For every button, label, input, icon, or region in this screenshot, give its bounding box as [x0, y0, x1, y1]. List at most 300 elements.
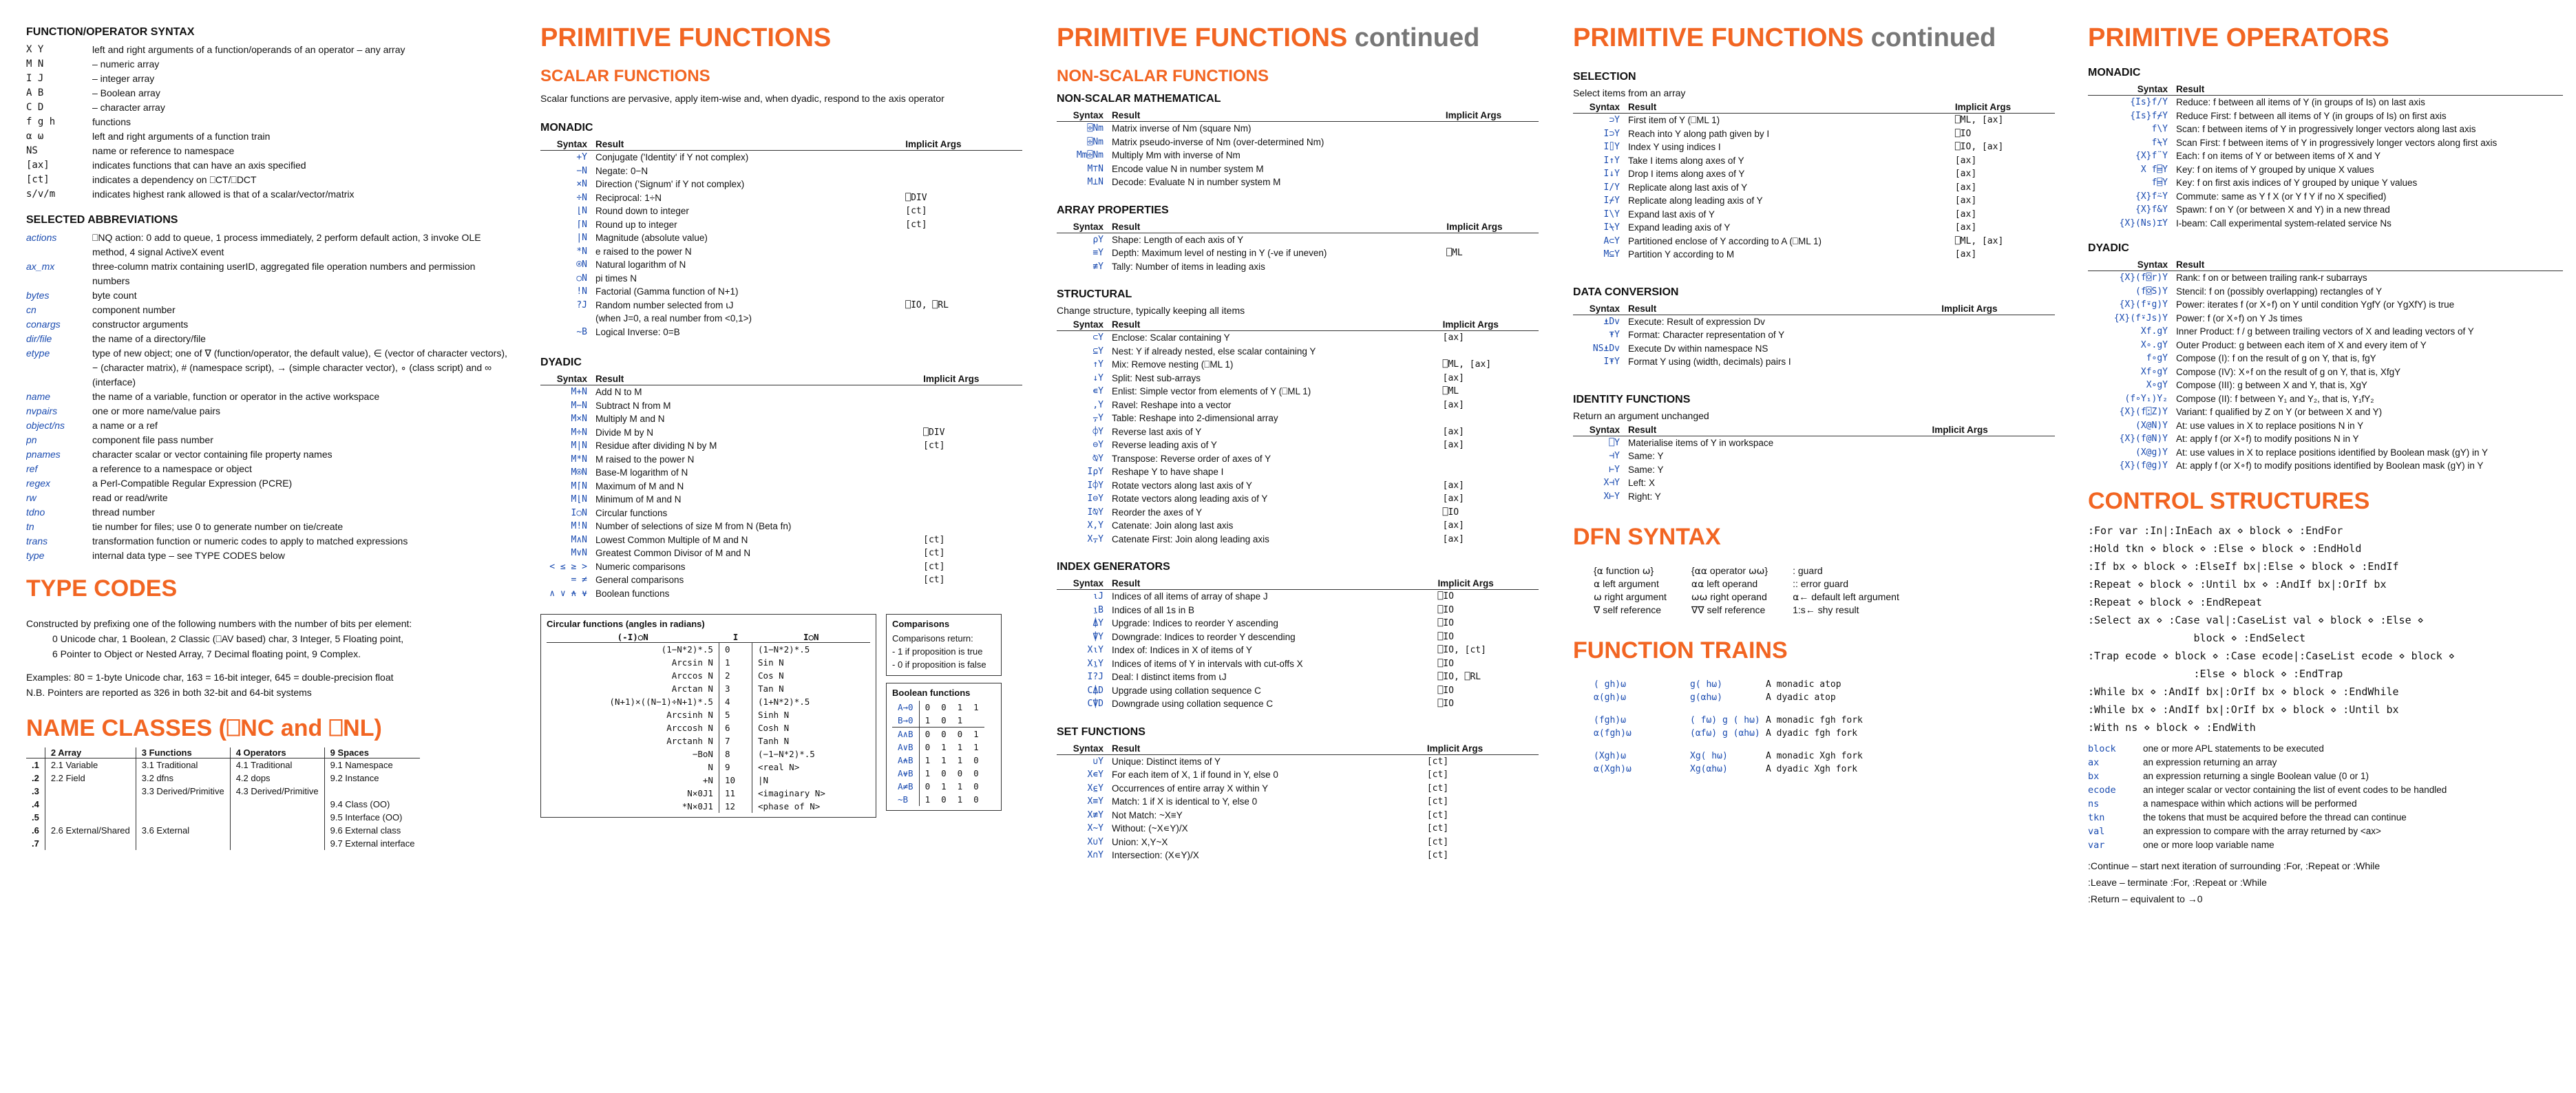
table-cell: Tan N	[758, 683, 784, 694]
implicit-args-cell: [ax]	[1442, 480, 1464, 491]
table-row	[2088, 285, 2563, 299]
table-row	[540, 573, 1022, 587]
implicit-args-cell	[1442, 260, 1539, 274]
implicit-args-cell: ⎕ML, [ax]	[1954, 115, 2004, 125]
syntax-cell: ∧ ∨ ⍲ ⍱	[549, 588, 587, 599]
table-cell: 0	[719, 643, 752, 657]
result-cell: Left: X	[1628, 478, 1656, 488]
list-item	[26, 462, 508, 476]
syntax-cell: ⊆Y	[1092, 346, 1104, 357]
item-key: s/v/m	[26, 189, 56, 200]
syntax-cell: X⊣Y	[1603, 478, 1620, 488]
dfn-line: ∇∇ self reference	[1691, 604, 1766, 615]
table-cell: 9.1 Namespace	[324, 758, 420, 772]
result-cell: Execute: Result of expression Dv	[1628, 316, 1765, 327]
legend-key: ns	[2088, 798, 2100, 809]
result-cell: First item of Y (⎕ML 1)	[1628, 115, 1720, 125]
result-cell: Indices of items of Y in intervals with cut-offs X	[1112, 658, 1303, 669]
table-cell: 0	[925, 742, 931, 752]
syntax-cell: ∊Y	[1092, 386, 1104, 396]
result-cell: Circular functions	[595, 507, 668, 518]
dyadic-heading: DYADIC	[540, 357, 582, 368]
list-item	[26, 418, 508, 433]
list-item	[26, 404, 508, 418]
selection-heading: SELECTION	[1573, 71, 1636, 83]
table-row	[26, 811, 420, 824]
item-value: name or reference to namespace	[92, 145, 235, 156]
table-cell: 1	[957, 794, 963, 805]
implicit-args-cell	[901, 312, 1022, 326]
table-row	[540, 385, 1022, 399]
syntax-cell	[540, 312, 591, 326]
table-header-row	[1057, 221, 1539, 233]
list-item	[26, 100, 508, 115]
list-item	[26, 43, 508, 57]
item-value: three-column matrix containing userID, aggregated file operation numbers and permission numbers	[92, 261, 476, 286]
dfn-line: ∇ self reference	[1594, 604, 1662, 615]
train-cell: A monadic Xgh fork	[1766, 751, 1863, 761]
result-cell: Occurrences of entire array X within Y	[1112, 783, 1269, 794]
train-cell: A dyadic fgh fork	[1766, 728, 1858, 739]
implicit-args-cell: [ct]	[923, 575, 945, 585]
implicit-args-cell	[1439, 345, 1539, 359]
column-header: Result	[591, 138, 901, 151]
table-cell: 0	[941, 768, 947, 778]
syntax-cell: ⌊N	[576, 206, 587, 216]
implicit-args-cell: [ax]	[1954, 182, 1977, 193]
table-cell: 3.6 External	[136, 824, 230, 837]
legend-key: ax	[2088, 756, 2100, 768]
list-item	[26, 476, 508, 491]
table-cell: 9.5 Interface (OO)	[324, 811, 420, 824]
table-row	[1573, 436, 2055, 449]
table-row	[1573, 140, 2055, 154]
selection-table	[1573, 101, 2055, 262]
syntax-cell: ?J	[576, 299, 587, 310]
table-row	[1057, 697, 1539, 711]
syntax-cell: M⊤N	[1087, 163, 1104, 174]
result-cell: Round up to integer	[595, 219, 677, 230]
implicit-args-cell: [ax]	[1954, 169, 1977, 179]
table-cell: A⍱B	[892, 767, 919, 780]
implicit-args-cell: ⎕ML, [ax]	[1954, 235, 2004, 246]
implicit-args-cell: [ct]	[1426, 796, 1449, 807]
column-header: (-I)○N	[547, 632, 719, 643]
column-header: Syntax	[1057, 319, 1108, 331]
syntax-cell: ⍳J	[1092, 591, 1104, 602]
table-row	[540, 520, 1022, 533]
name-classes-title: NAME CLASSES (⎕NC and ⎕NL)	[26, 715, 382, 741]
table-cell: 8	[719, 747, 752, 761]
result-cell: Without: (~X∊Y)/X	[1112, 823, 1188, 834]
column-header: Result	[1108, 221, 1442, 233]
result-cell: Divide M by N	[595, 427, 654, 438]
syntax-cell: {X}(f@g)Y	[2119, 460, 2168, 471]
syntax-cell: I?J	[1087, 672, 1104, 682]
table-row	[1057, 492, 1539, 506]
syntax-cell: X≡Y	[1087, 796, 1104, 807]
table-row	[2088, 405, 2563, 419]
syntax-cell: M⌊N	[571, 494, 587, 505]
implicit-args-cell	[1439, 465, 1539, 479]
syntax-cell: M−N	[571, 400, 587, 411]
syntax-cell: ↓Y	[1092, 372, 1104, 383]
result-cell: Greatest Common Divisor of M and N	[595, 548, 751, 558]
table-cell: Arcsin N	[671, 657, 713, 668]
legend-value: one or more APL statements to be executed	[2143, 743, 2324, 754]
item-value: ⎕NQ action: 0 add to queue, 1 process immediately, 2 perform default action, 3 invoke OLE method, 4 signal ActiveX event	[92, 232, 481, 257]
result-cell: Outer Product: g between each item of X and every item of Y	[2176, 339, 2427, 350]
implicit-args-cell	[1937, 342, 2055, 356]
item-value: transformation function or numeric codes to apply to matched expressions	[92, 535, 408, 546]
comparisons-title: Comparisons	[892, 619, 950, 629]
table-cell: <real N>	[758, 762, 800, 772]
table-cell: −BoN	[692, 749, 713, 759]
syntax-cell: |N	[576, 233, 587, 243]
boolean-functions-box	[886, 683, 1002, 811]
syntax-cell: ⍕Y	[1609, 330, 1620, 340]
implicit-args-cell: [ct]	[1426, 756, 1449, 767]
column-header: Implicit Args	[1439, 319, 1539, 331]
result-cell: Indices of all items of array of shape J	[1112, 591, 1268, 602]
column-header: Syntax	[1057, 577, 1108, 590]
syntax-cell: ○N	[576, 273, 587, 284]
index-generators-table	[1057, 577, 1539, 711]
result-cell: Variant: f qualified by Z on Y (or between X and Y)	[2176, 407, 2383, 417]
train-cell: (⍺f⍵) g (⍺h⍵)	[1690, 728, 1760, 739]
implicit-args-cell	[1928, 476, 2055, 490]
result-cell: Mix: Remove nesting (⎕ML 1)	[1112, 359, 1234, 370]
item-key: regex	[26, 478, 51, 489]
result-cell: Reach into Y along path given by I	[1628, 128, 1770, 139]
table-cell: 0	[925, 702, 931, 712]
syntax-cell: (X@g)Y	[2135, 447, 2168, 458]
syntax-cell: M÷N	[571, 427, 587, 438]
item-value: – numeric array	[92, 59, 160, 70]
item-key: tn	[26, 521, 34, 532]
table-cell: 0	[957, 729, 963, 739]
comparisons-box	[886, 614, 1002, 676]
operators-monadic-heading: MONADIC	[2088, 67, 2141, 78]
non-scalar-mathematical-table	[1057, 109, 1539, 189]
result-cell: Reshape Y to have shape I	[1112, 467, 1224, 477]
table-cell: N	[708, 762, 713, 772]
syntax-cell: I↑Y	[1603, 155, 1620, 166]
table-row	[1573, 127, 2055, 141]
syntax-cell: M⍟N	[571, 467, 587, 478]
result-cell: General comparisons	[595, 575, 684, 585]
item-key: ref	[26, 463, 38, 474]
list-item	[26, 231, 508, 259]
syntax-cell: ⌹Nm	[1087, 123, 1104, 134]
implicit-args-cell	[1928, 449, 2055, 463]
item-key: object/ns	[26, 420, 65, 431]
implicit-args-cell	[901, 178, 1022, 191]
implicit-args-cell	[901, 231, 1022, 245]
syntax-cell: I⊃Y	[1603, 128, 1620, 139]
implicit-args-cell	[1442, 149, 1539, 162]
implicit-args-cell: [ax]	[1442, 440, 1464, 450]
table-cell: 9.6 External class	[324, 824, 420, 837]
table-cell: Arctanh N	[666, 736, 713, 746]
table-row	[1057, 822, 1539, 836]
table-row	[1057, 122, 1539, 136]
implicit-args-cell: [ct]	[1426, 850, 1449, 860]
table-row	[1057, 399, 1539, 412]
table-cell: 1	[957, 755, 963, 765]
result-cell: Base-M logarithm of N	[595, 467, 688, 478]
item-value: constructor arguments	[92, 319, 189, 330]
syntax-cell: ⎕Y	[1609, 437, 1620, 448]
item-value: functions	[92, 116, 131, 127]
train-cell: Xg( h⍵)	[1690, 751, 1728, 761]
table-cell: 4	[719, 695, 752, 708]
table-row	[1573, 167, 2055, 181]
table-cell	[45, 785, 136, 798]
result-cell: Inner Product: f / g between trailing vectors of X and leading vectors of Y	[2176, 326, 2474, 337]
syntax-cell: Xf∘gY	[2140, 366, 2168, 377]
train-cell: A dyadic atop	[1766, 692, 1836, 703]
table-cell: 0	[941, 702, 947, 712]
syntax-cell: f⍀Y	[2151, 137, 2168, 148]
item-value: thread number	[92, 507, 156, 518]
data-conversion-heading: DATA CONVERSION	[1573, 286, 1679, 298]
syntax-cell: ~B	[576, 326, 587, 337]
table-cell: <phase of N>	[758, 801, 821, 811]
implicit-args-cell	[919, 587, 1022, 601]
syntax-cell: ≢Y	[1092, 261, 1104, 272]
table-row	[540, 466, 1022, 480]
syntax-cell: −N	[576, 165, 587, 176]
item-key: rw	[26, 492, 36, 503]
legend-item	[2088, 756, 2563, 770]
syntax-cell: ⍉Y	[1092, 453, 1104, 464]
result-cell: Take I items along axes of Y	[1628, 155, 1744, 166]
table-cell: 2	[719, 669, 752, 682]
table-cell: 9.4 Class (OO)	[324, 798, 420, 811]
control-structure-line: :With ns ⋄ block ⋄ :EndWith	[2088, 721, 2256, 734]
item-value: byte count	[92, 290, 137, 301]
item-key: NS	[26, 145, 38, 156]
syntax-list	[26, 43, 508, 202]
control-note: :Return – equivalent to →0	[2088, 893, 2203, 904]
implicit-args-cell: ⎕ML, [ax]	[1442, 359, 1492, 370]
syntax-cell: I⌿Y	[1603, 195, 1620, 206]
boolean-functions-table	[892, 701, 984, 806]
list-item	[26, 549, 508, 563]
dfn-function-column	[1594, 564, 1667, 617]
table-row	[1057, 657, 1539, 671]
table-row	[892, 780, 984, 793]
table-cell: N×0J1	[687, 788, 713, 798]
item-value: indicates a dependency on ⎕CT/⎕DCT	[92, 174, 257, 185]
syntax-cell: (f⌺S)Y	[2135, 286, 2168, 297]
table-header-row	[1573, 424, 2055, 436]
implicit-args-cell: ⎕IO	[1437, 685, 1454, 696]
type-code-line: 6 Pointer to Object or Nested Array, 7 Decimal floating point, 9 Complex.	[52, 648, 361, 659]
table-row	[547, 734, 870, 747]
table-row	[540, 480, 1022, 494]
table-cell: B→0	[892, 714, 919, 728]
control-structure-line: :While bx ⋄ :AndIf bx|:OrIf bx ⋄ block ⋄ :Until bx	[2088, 703, 2399, 716]
table-row	[1057, 590, 1539, 604]
table-cell	[230, 798, 324, 811]
dfn-line: ⍺← default left argument	[1793, 591, 1899, 602]
type-code-line: N.B. Pointers are reported as 326 in both 32-bit and 64-bit systems	[26, 687, 312, 698]
result-cell: Replicate along last axis of Y	[1628, 182, 1748, 193]
table-row	[1573, 181, 2055, 195]
table-row	[1057, 533, 1539, 546]
table-row	[1573, 342, 2055, 356]
result-cell: Numeric comparisons	[595, 561, 686, 572]
table-cell: .5	[32, 812, 39, 823]
table-row	[540, 285, 1022, 299]
table-row	[540, 165, 1022, 178]
list-item	[26, 144, 508, 158]
control-structures-list	[2088, 522, 2563, 736]
item-value: a reference to a namespace or object	[92, 463, 252, 474]
result-cell: Nest: Y if already nested, else scalar containing Y	[1112, 346, 1316, 357]
syntax-cell: X f⌸Y	[2140, 164, 2168, 175]
table-row	[547, 682, 870, 695]
train-cell: g(⍺h⍵)	[1690, 692, 1722, 703]
table-row	[1057, 358, 1539, 372]
result-cell: Conjugate ('Identity' if Y not complex)	[595, 152, 749, 162]
column-header: Syntax	[2088, 259, 2172, 271]
syntax-cell: f\Y	[2151, 124, 2168, 134]
table-cell: A≠B	[892, 780, 919, 793]
implicit-args-cell	[901, 272, 1022, 286]
syntax-cell: ,Y	[1092, 399, 1104, 410]
table-row	[540, 453, 1022, 467]
table-cell: 12	[719, 800, 752, 813]
table-row	[540, 326, 1022, 339]
list-item	[26, 303, 508, 317]
table-row	[1057, 809, 1539, 823]
table-cell: A∧B	[892, 728, 919, 741]
table-row	[2088, 446, 2563, 460]
implicit-args-cell	[1442, 162, 1539, 176]
primitive-functions-continued-title-2	[1573, 23, 2055, 53]
column-header: Implicit Args	[1937, 303, 2055, 315]
syntax-cell: ⍎Dv	[1603, 316, 1620, 327]
syntax-cell: X∘gY	[2146, 380, 2168, 390]
column-header: Implicit Args	[1928, 424, 2055, 436]
dfn-line: :: error guard	[1793, 578, 1849, 589]
result-cell: Round down to integer	[595, 206, 689, 216]
table-row	[1573, 221, 2055, 235]
table-row	[2088, 459, 2563, 473]
table-row	[547, 669, 870, 682]
syntax-cell: C⍋D	[1087, 685, 1104, 696]
result-cell: Rank: f on or between trailing rank-r subarrays	[2176, 273, 2367, 283]
train-row	[1594, 714, 2055, 727]
result-cell: Expand leading axis of Y	[1628, 222, 1731, 233]
table-row	[1573, 114, 2055, 127]
table-row	[1573, 235, 2055, 248]
column-header: Result	[1624, 424, 1928, 436]
table-row	[1057, 836, 1539, 849]
implicit-args-cell: ⎕IO	[1437, 631, 1454, 642]
control-structure-line: :Select ax ⋄ :Case val|:CaseList val ⋄ block ⋄ :Else ⋄	[2088, 613, 2424, 626]
column-header: Implicit Args	[1951, 101, 2055, 114]
table-cell: 1	[919, 714, 936, 728]
circular-functions-box	[540, 614, 876, 818]
result-cell: e raised to the power N	[595, 246, 692, 257]
train-cell: (fgh)⍵	[1594, 715, 1626, 725]
syntax-cell: f∘gY	[2146, 353, 2168, 363]
table-row	[1057, 176, 1539, 189]
table-row	[1057, 768, 1539, 782]
legend-value: an expression to compare with the array returned by <ax>	[2143, 825, 2381, 836]
result-cell: Rotate vectors along last axis of Y	[1112, 480, 1252, 491]
dfn-line: {⍺⍺ operator ⍵⍵}	[1691, 565, 1769, 576]
table-row	[26, 798, 420, 811]
table-row	[1573, 208, 2055, 222]
table-row	[892, 754, 984, 767]
column-header: Result	[1108, 577, 1434, 590]
set-functions-heading: SET FUNCTIONS	[1057, 725, 1146, 738]
table-row	[2088, 379, 2563, 392]
table-row	[1057, 438, 1539, 452]
column-primitive-functions	[540, 19, 1022, 818]
table-cell: 1	[941, 781, 947, 792]
non-scalar-mathematical-heading: NON-SCALAR MATHEMATICAL	[1057, 93, 1221, 105]
implicit-args-cell	[1442, 233, 1539, 246]
item-key: trans	[26, 535, 48, 546]
table-row	[540, 218, 1022, 232]
syntax-cell: f⌸Y	[2151, 178, 2168, 188]
table-row	[540, 399, 1022, 413]
result-cell: Subtract N from M	[595, 400, 671, 411]
table-row	[547, 747, 870, 761]
result-cell: At: use values in X to replace positions identified by Boolean mask (gY) in Y	[2176, 447, 2489, 458]
list-item	[26, 433, 508, 447]
result-cell: Number of selections of size M from N (Beta fn)	[595, 521, 792, 531]
column-header: Implicit Args	[919, 373, 1022, 385]
table-row	[2088, 365, 2563, 379]
table-row	[540, 546, 1022, 560]
legend-key: bx	[2088, 770, 2100, 782]
implicit-args-cell	[1442, 122, 1539, 136]
result-cell: Factorial (Gamma function of N+1)	[595, 286, 739, 297]
table-row	[1057, 331, 1539, 345]
list-item	[26, 390, 508, 404]
result-cell: Each: f on items of Y or between items of X and Y	[2176, 151, 2381, 161]
table-cell: 2.1 Variable	[45, 758, 136, 772]
syntax-cell: ⍒Y	[1092, 631, 1104, 642]
structural-description: Change structure, typically keeping all items	[1057, 305, 1245, 316]
table-cell: ~B	[892, 793, 919, 806]
table-row	[2088, 298, 2563, 312]
implicit-args-cell: [ax]	[1954, 195, 1977, 206]
table-row	[1573, 449, 2055, 463]
comparison-line: Comparisons return:	[892, 633, 973, 644]
item-value: type of new object; one of ∇ (function/operator, the default value), ∈ (vector of character vectors), − (character matrix), # (namespace script), → (simple character vector), ∘ (class script) and ∞ (interface)	[92, 348, 507, 388]
table-cell: 0	[957, 768, 963, 778]
implicit-args-cell: ⎕ML	[1446, 248, 1463, 258]
result-cell: Match: 1 if X is identical to Y, else 0	[1112, 796, 1258, 807]
table-row	[547, 656, 870, 669]
table-cell	[136, 798, 230, 811]
table-cell: 9.7 External interface	[324, 837, 420, 850]
title-continued: continued	[1870, 23, 1996, 52]
table-row	[1573, 463, 2055, 477]
table-cell: 1	[973, 702, 979, 712]
list-item	[26, 317, 508, 332]
implicit-args-cell: [ct]	[923, 548, 945, 558]
implicit-args-cell	[1442, 136, 1539, 149]
